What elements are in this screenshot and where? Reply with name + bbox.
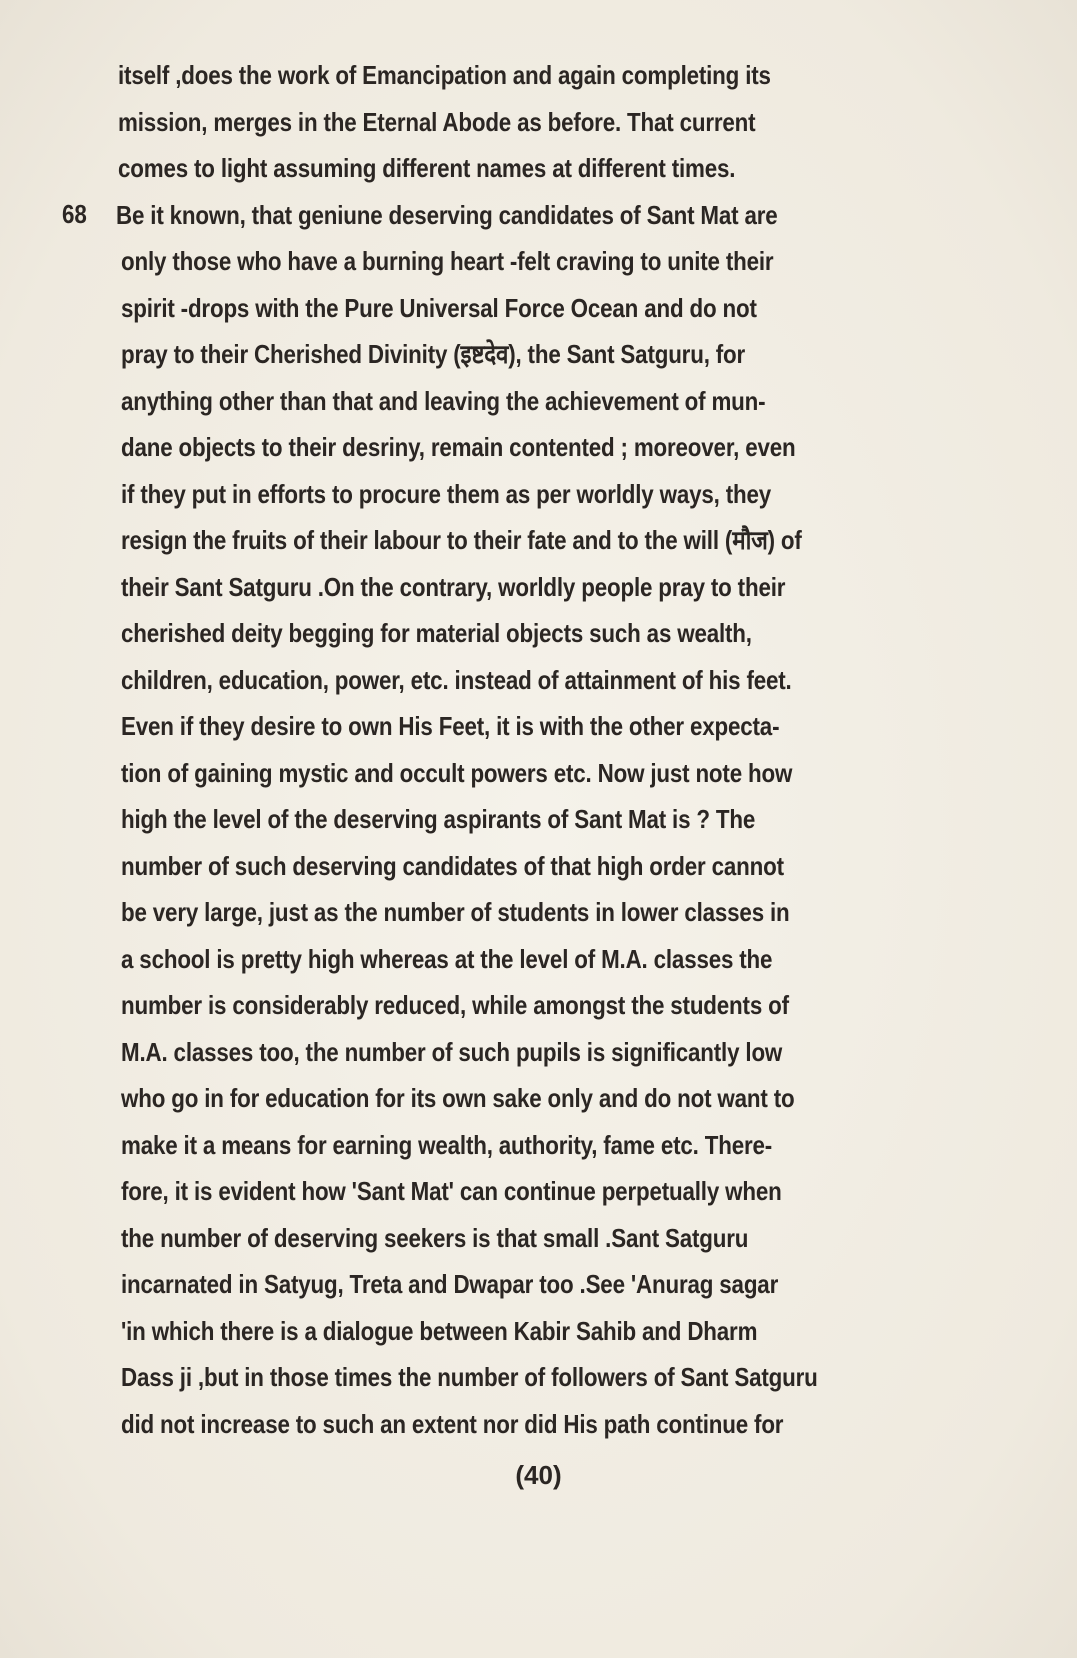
text-line: incarnated in Satyug, Treta and Dwapar too .See 'Anurag sagar — [121, 1269, 779, 1299]
text-line: cherished deity begging for material objects such as wealth, — [121, 618, 752, 648]
page-number: (40) — [515, 1460, 562, 1490]
text-line: Dass ji ,but in those times the number of followers of Sant Satguru — [121, 1362, 818, 1392]
text-line: pray to their Cherished Divinity (इष्टदेव), the Sant Satguru, for — [121, 339, 746, 369]
text-line: spirit -drops with the Pure Universal Force Ocean and do not — [121, 292, 757, 323]
text-line: did not increase to such an extent nor did His path continue for — [121, 1408, 784, 1439]
text-line: if they put in efforts to procure them as per worldly ways, they — [121, 478, 771, 509]
text-line: number is considerably reduced, while amongst the students of — [121, 990, 789, 1020]
text-line: Be it known, that geniune deserving candidates of Sant Mat are — [116, 199, 778, 230]
text-line: comes to light assuming different names at different times. — [118, 153, 736, 183]
paragraph-number: 68 — [62, 199, 87, 229]
text-line: resign the fruits of their labour to their fate and to the will (मौज) of — [121, 525, 802, 555]
text-line: anything other than that and leaving the achievement of mun- — [121, 385, 766, 416]
text-line: 'in which there is a dialogue between Kabir Sahib and Dharm — [121, 1315, 758, 1346]
text-line: be very large, just as the number of students in lower classes in — [121, 897, 790, 927]
text-line: who go in for education for its own sake only and do not want to — [121, 1083, 795, 1113]
text-line: children, education, power, etc. instead of attainment of his feet. — [121, 664, 792, 695]
text-line: number of such deserving candidates of that high order cannot — [121, 850, 784, 881]
text-line: itself ,does the work of Emancipation and again completing its — [118, 60, 771, 90]
text-line: their Sant Satguru .On the contrary, worldly people pray to their — [121, 571, 786, 602]
text-line: a school is pretty high whereas at the level of M.A. classes the — [121, 943, 773, 974]
text-line: fore, it is evident how 'Sant Mat' can continue perpetually when — [121, 1176, 782, 1206]
text-line: M.A. classes too, the number of such pupils is significantly low — [121, 1036, 783, 1067]
text-line: dane objects to their desriny, remain contented ; moreover, even — [121, 432, 796, 462]
text-line: high the level of the deserving aspirants of Sant Mat is ? The — [121, 804, 756, 834]
text-line: tion of gaining mystic and occult powers etc. Now just note how — [121, 757, 793, 788]
text-line: the number of deserving seekers is that small .Sant Satguru — [121, 1222, 749, 1253]
text-line: mission, merges in the Eternal Abode as before. That current — [118, 106, 756, 137]
text-line: make it a means for earning wealth, authority, fame etc. There- — [121, 1129, 773, 1160]
text-line: only those who have a burning heart -felt craving to unite their — [121, 246, 774, 276]
text-line: Even if they desire to own His Feet, it is with the other expecta- — [121, 711, 780, 741]
